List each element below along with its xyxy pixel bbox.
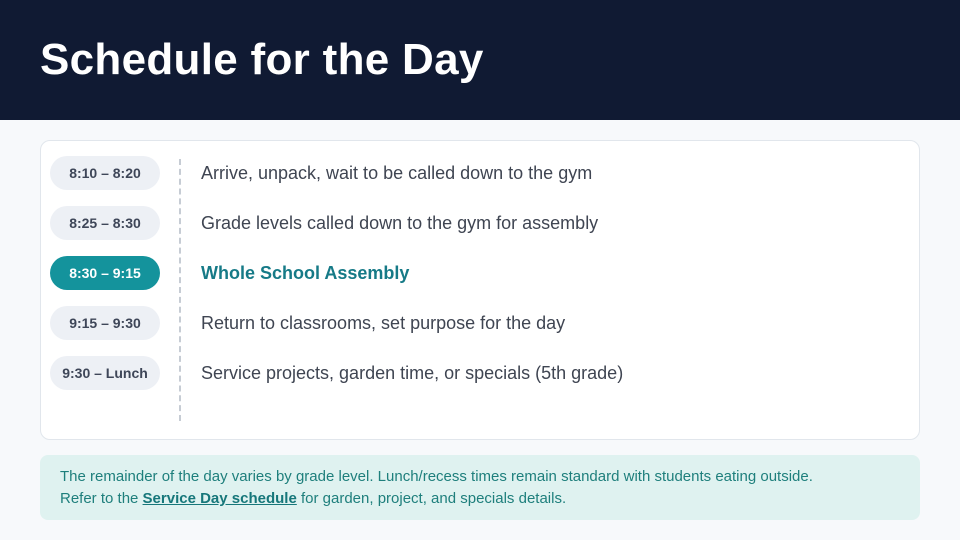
header-bar (0, 0, 960, 120)
schedule-description-highlighted: Whole School Assembly (201, 263, 410, 283)
info-note (40, 455, 920, 520)
note-line-1 (60, 466, 900, 488)
schedule-row-highlighted (50, 256, 910, 290)
schedule-description: Grade levels called down to the gym for assembly (201, 213, 599, 233)
note-text-suffix: for garden, project, and specials details. (296, 490, 567, 507)
time-pill: 8:25 – 8:30 (50, 206, 160, 240)
schedule-card (40, 140, 920, 440)
time-pill: 9:30 – Lunch (50, 356, 160, 390)
schedule-row (50, 156, 910, 190)
note-text: The remainder of the day varies by grade level. Lunch/recess times remain standard with students eating outside. (60, 468, 813, 485)
schedule-description: Service projects, garden time, or specials (5th grade) (201, 363, 624, 383)
service-day-schedule-link[interactable]: Service Day schedule (142, 490, 297, 507)
page-title: Schedule for the Day (40, 35, 484, 84)
note-text-prefix: Refer to the (60, 490, 143, 507)
schedule-description: Return to classrooms, set purpose for the day (201, 313, 566, 333)
schedule-row (50, 356, 910, 390)
schedule-description: Arrive, unpack, wait to be called down to the gym (201, 163, 593, 183)
schedule-row (50, 306, 910, 340)
time-pill-highlighted: 8:30 – 9:15 (50, 256, 160, 290)
time-pill: 9:15 – 9:30 (50, 306, 160, 340)
time-pill: 8:10 – 8:20 (50, 156, 160, 190)
note-line-2 (60, 488, 900, 510)
schedule-row (50, 206, 910, 240)
